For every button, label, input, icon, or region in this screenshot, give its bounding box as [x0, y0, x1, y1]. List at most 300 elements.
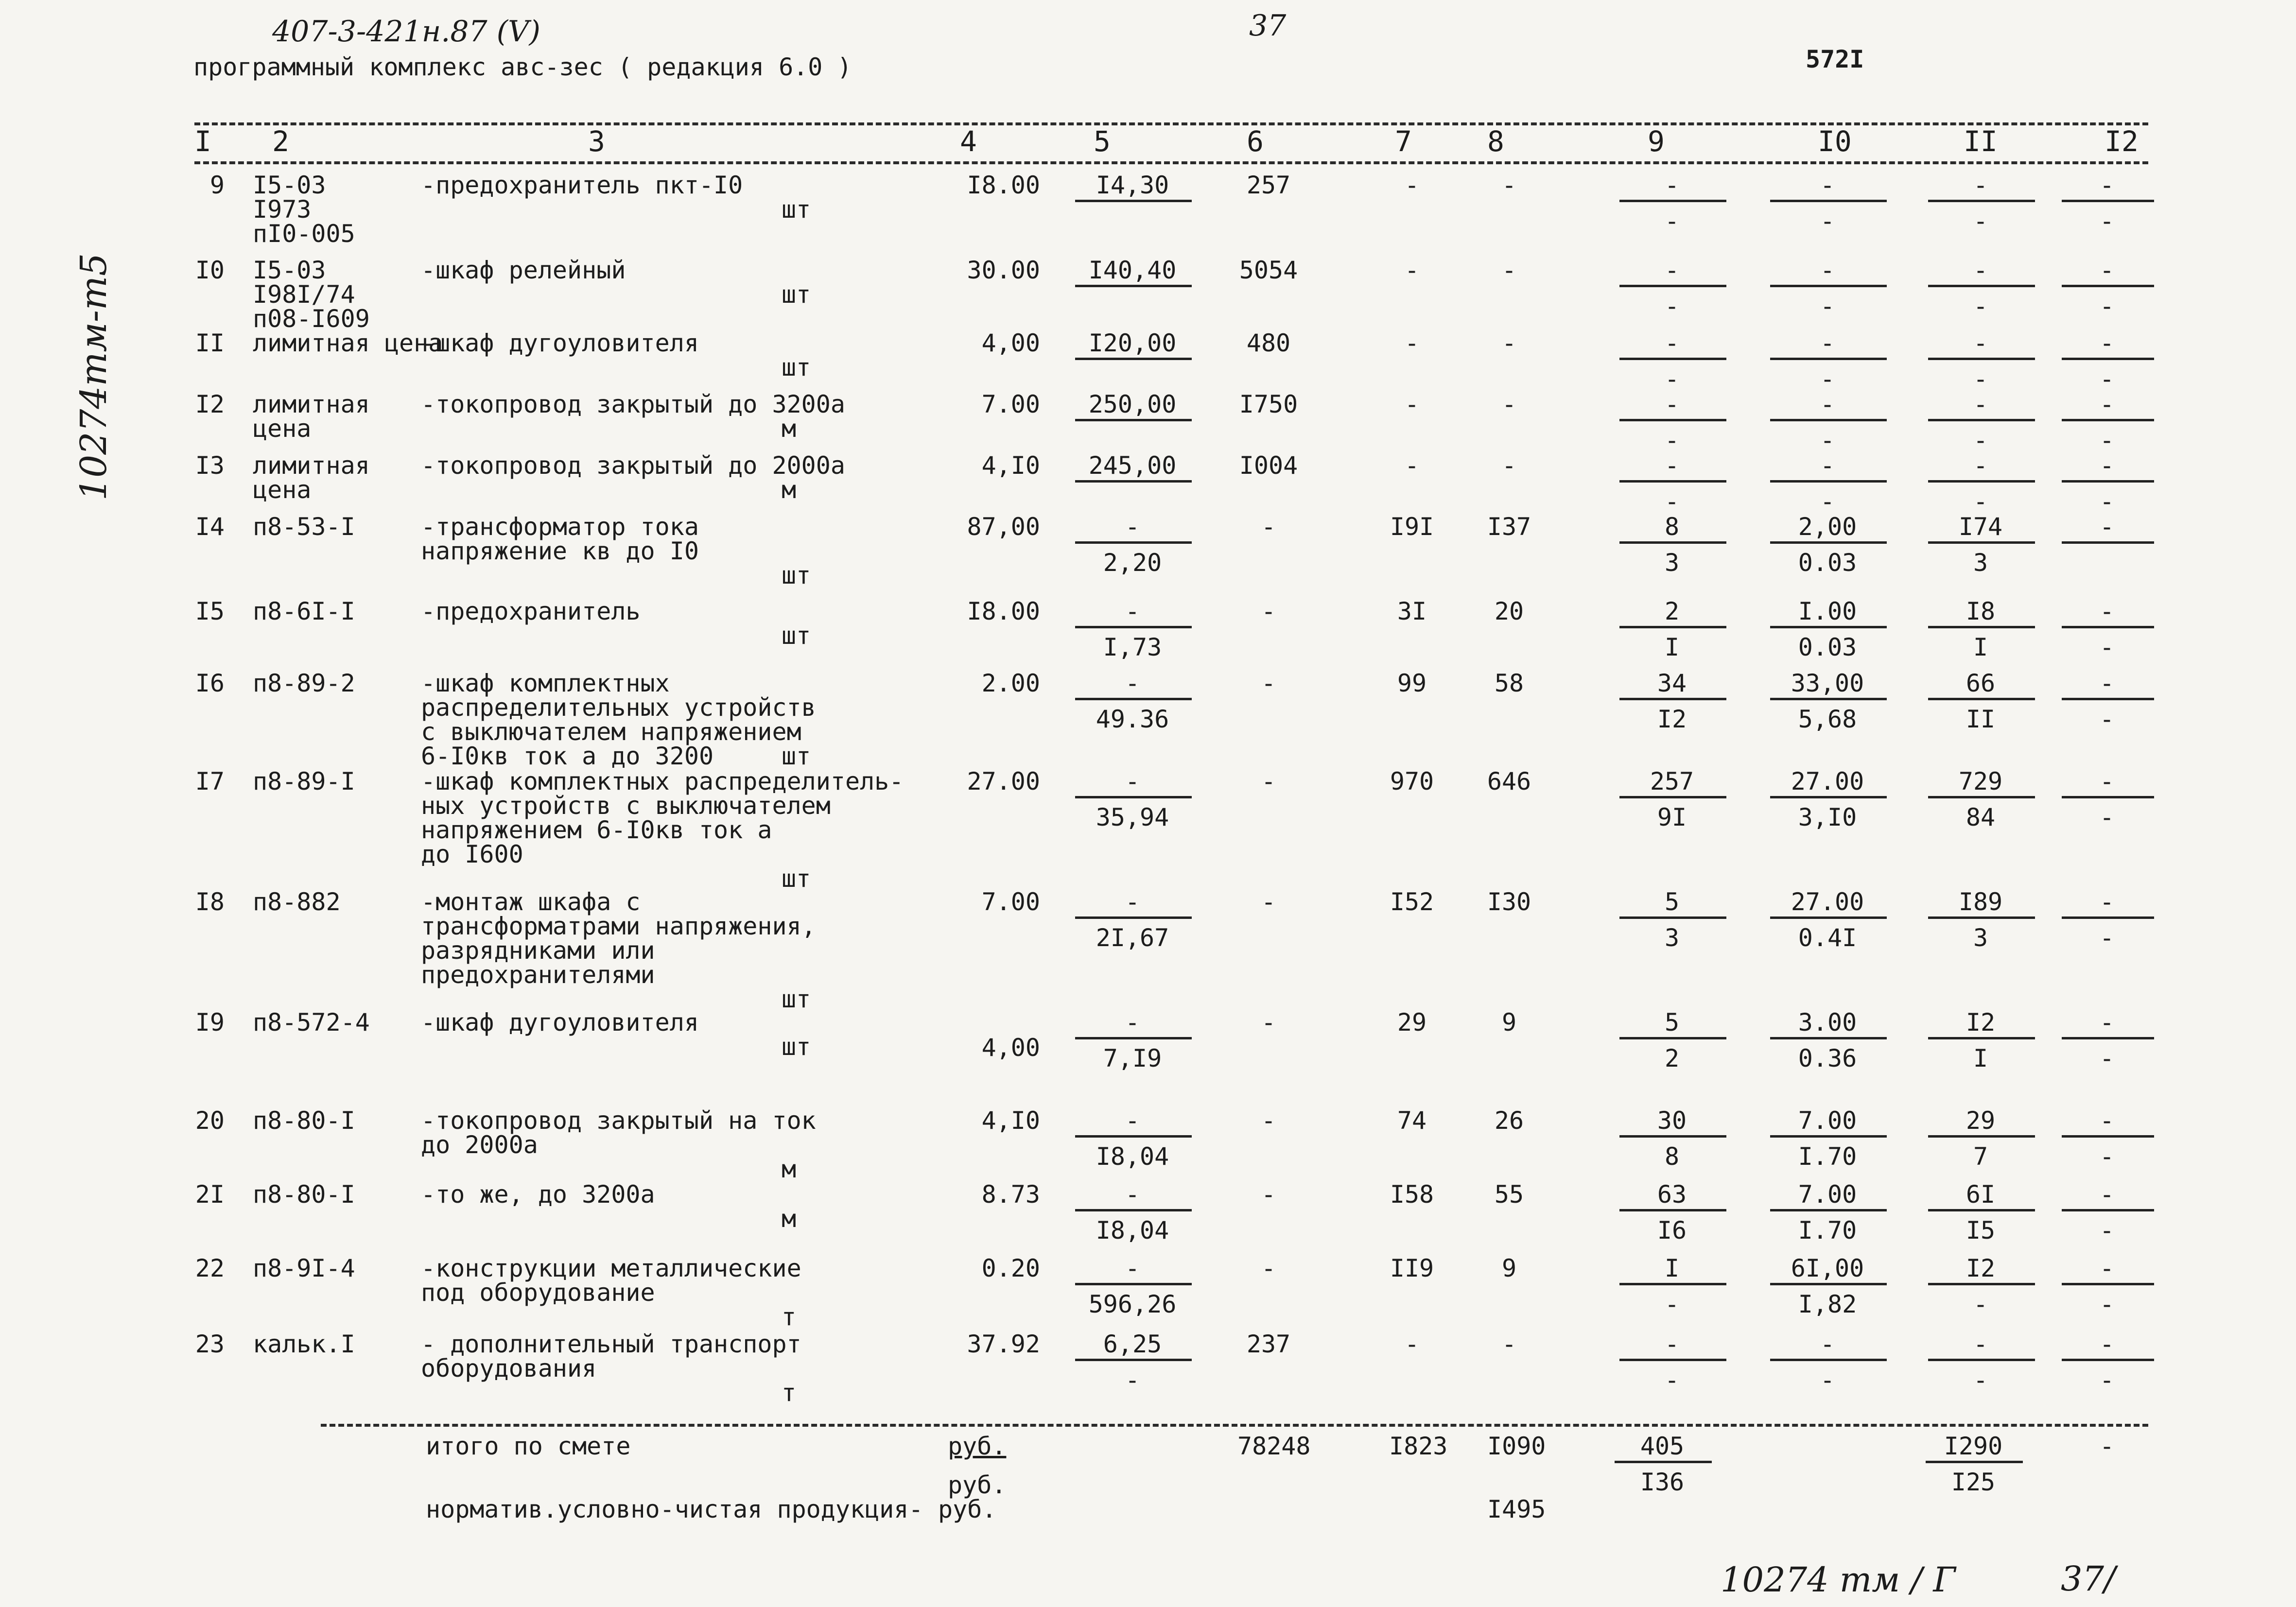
- row-col7: I58: [1390, 1180, 1434, 1209]
- row-unit: шт: [782, 864, 811, 893]
- document-code: 407-3-421н.87 (V): [272, 15, 540, 49]
- column-number-12: I2: [2105, 125, 2139, 158]
- row-col8: -: [1501, 171, 1517, 199]
- row-col9-top: 2: [1664, 597, 1680, 625]
- row-col11-top: I2: [1966, 1254, 1996, 1282]
- row-price-top: -: [1125, 1008, 1140, 1037]
- row-col8: 646: [1487, 767, 1531, 795]
- column-number-1: I: [194, 125, 211, 158]
- row-col7: -: [1404, 329, 1420, 357]
- row-name: -конструкции металлические: [421, 1254, 801, 1282]
- row-col9-top: -: [1664, 451, 1680, 480]
- row-price-bottom: -: [1125, 1366, 1140, 1394]
- totals-col9-rule: [1615, 1461, 1712, 1463]
- column-number-10: I0: [1818, 125, 1852, 158]
- totals-label: итого по смете: [426, 1432, 631, 1460]
- row-col9-top: 34: [1657, 669, 1687, 697]
- row-col9-bottom: 2: [1664, 1044, 1680, 1072]
- row-col9-top: -: [1664, 1330, 1680, 1358]
- row-col6: -: [1261, 513, 1276, 541]
- row-price-top: -: [1125, 669, 1140, 697]
- row-name: ных устройств с выключателем: [421, 792, 831, 820]
- row-code: I973: [253, 195, 312, 224]
- row-col10-bottom: -: [1820, 1366, 1835, 1394]
- row-col10-top: -: [1820, 256, 1835, 284]
- row-col11-rule: [1928, 1037, 2035, 1039]
- row-name: -предохранитель: [421, 597, 641, 625]
- row-col11-top: 6I: [1966, 1180, 1996, 1209]
- row-price-bottom: 596,26: [1088, 1290, 1177, 1318]
- row-col9-bottom: -: [1664, 365, 1680, 393]
- row-col9-bottom: 3: [1664, 924, 1680, 952]
- row-unit: м: [782, 415, 797, 443]
- row-number: I2: [195, 390, 225, 418]
- row-name: напряжение кв до I0: [421, 537, 699, 565]
- row-unit: т: [782, 1379, 797, 1407]
- totals-col11-rule: [1926, 1461, 2023, 1463]
- row-col12-bottom: -: [2099, 487, 2115, 516]
- row-name: разрядниками или: [421, 936, 655, 965]
- row-col12-rule: [2062, 480, 2154, 483]
- row-col11-bottom: I: [1973, 1044, 1988, 1072]
- row-col11-bottom: I: [1973, 633, 1988, 661]
- row-col11-bottom: I5: [1966, 1216, 1996, 1244]
- row-col6: 480: [1246, 329, 1291, 357]
- column-number-3: 3: [588, 125, 605, 158]
- row-number: II: [195, 329, 225, 357]
- row-col12-bottom: -: [2099, 292, 2115, 320]
- norm-col8: I495: [1487, 1495, 1546, 1523]
- row-col10-bottom: 0.03: [1798, 633, 1857, 661]
- row-col11-rule: [1928, 626, 2035, 628]
- row-col11-rule: [1928, 796, 2035, 798]
- row-col7: 74: [1397, 1106, 1427, 1135]
- row-price-rule: [1075, 200, 1192, 202]
- row-col6: I750: [1239, 390, 1298, 418]
- row-code: лимитная: [253, 390, 370, 418]
- row-col10-top: 33,00: [1791, 669, 1864, 697]
- row-col12-bottom: -: [2099, 365, 2115, 393]
- row-col12-top: -: [2099, 1106, 2115, 1135]
- row-col9-rule: [1619, 698, 1726, 700]
- row-col7: -: [1404, 171, 1420, 199]
- row-price-top: -: [1125, 1180, 1140, 1209]
- row-col11-rule: [1928, 698, 2035, 700]
- row-qty: 7.00: [981, 390, 1040, 418]
- row-col12-top: -: [2099, 171, 2115, 199]
- row-name: -шкаф дугоуловителя: [421, 1008, 699, 1037]
- row-col10-top: 3.00: [1798, 1008, 1857, 1037]
- row-col12-top: -: [2099, 390, 2115, 418]
- side-archive-code: 10274тм-т5: [73, 253, 115, 501]
- row-col11-rule: [1928, 1359, 2035, 1361]
- row-col9-rule: [1619, 358, 1726, 360]
- row-col10-rule: [1770, 698, 1887, 700]
- row-col9-top: -: [1664, 171, 1680, 199]
- column-number-8: 8: [1487, 125, 1504, 158]
- row-price-top: I20,00: [1088, 329, 1177, 357]
- row-unit: т: [782, 1303, 797, 1331]
- row-price-bottom: 2I,67: [1096, 924, 1169, 952]
- row-col9-rule: [1619, 796, 1726, 798]
- row-price-bottom: 7,I9: [1103, 1044, 1162, 1072]
- row-col10-bottom: -: [1820, 487, 1835, 516]
- row-price-top: 245,00: [1088, 451, 1177, 480]
- row-price-top: -: [1125, 513, 1140, 541]
- row-unit: шт: [782, 195, 811, 224]
- row-price-top: -: [1125, 1106, 1140, 1135]
- row-col10-top: -: [1820, 329, 1835, 357]
- row-price-bottom: 2,20: [1103, 549, 1162, 577]
- row-col10-rule: [1770, 626, 1887, 628]
- row-price-top: I4,30: [1096, 171, 1169, 199]
- row-col10-rule: [1770, 1037, 1887, 1039]
- row-price-rule: [1075, 480, 1192, 483]
- row-col12-bottom: -: [2099, 1366, 2115, 1394]
- row-code: цена: [253, 415, 312, 443]
- row-col6: 257: [1246, 171, 1291, 199]
- row-price-rule: [1075, 1037, 1192, 1039]
- row-number: 2I: [195, 1180, 225, 1209]
- row-col12-bottom: -: [2099, 426, 2115, 454]
- row-col8: 26: [1494, 1106, 1524, 1135]
- row-col12-top: -: [2099, 1254, 2115, 1282]
- row-price-rule: [1075, 358, 1192, 360]
- row-col6: 237: [1246, 1330, 1291, 1358]
- row-col10-bottom: -: [1820, 207, 1835, 235]
- row-col9-top: -: [1664, 256, 1680, 284]
- row-qty: 37.92: [967, 1330, 1040, 1358]
- row-col9-bottom: -: [1664, 207, 1680, 235]
- row-unit: м: [782, 1205, 797, 1233]
- row-col11-rule: [1928, 916, 2035, 919]
- row-col9-top: 8: [1664, 513, 1680, 541]
- row-col10-bottom: I.70: [1798, 1216, 1857, 1244]
- row-qty: 7.00: [981, 888, 1040, 916]
- row-col6: -: [1261, 1180, 1276, 1209]
- row-col11-rule: [1928, 285, 2035, 287]
- totals-separator: [321, 1424, 2148, 1427]
- row-qty: I8.00: [967, 597, 1040, 625]
- row-name: распределительных устройств: [421, 693, 816, 722]
- row-col11-bottom: -: [1973, 426, 1988, 454]
- column-number-6: 6: [1247, 125, 1264, 158]
- norm-label: норматив.условно-чистая продукция-: [426, 1495, 923, 1523]
- row-qty: 30.00: [967, 256, 1040, 284]
- row-col10-top: -: [1820, 1330, 1835, 1358]
- row-col6: -: [1261, 1254, 1276, 1282]
- row-col11-top: -: [1973, 256, 1988, 284]
- row-col11-bottom: 3: [1973, 549, 1988, 577]
- totals-col9-top: 405: [1640, 1432, 1685, 1460]
- row-price-rule: [1075, 916, 1192, 919]
- row-col11-bottom: -: [1973, 1290, 1988, 1318]
- row-col10-rule: [1770, 1209, 1887, 1211]
- row-number: I6: [195, 669, 225, 697]
- row-col10-top: 7.00: [1798, 1180, 1857, 1209]
- row-name: с выключателем напряжением: [421, 718, 801, 746]
- row-price-top: -: [1125, 767, 1140, 795]
- row-col11-top: 729: [1958, 767, 2003, 795]
- program-title: программный комплекс авс-зес ( редакция 6.0 ): [193, 53, 852, 81]
- row-price-rule: [1075, 541, 1192, 544]
- row-name: -шкаф комплектных: [421, 669, 670, 697]
- row-col7: -: [1404, 451, 1420, 480]
- row-col12-top: -: [2099, 451, 2115, 480]
- row-col11-rule: [1928, 1209, 2035, 1211]
- row-col9-rule: [1619, 541, 1726, 544]
- row-number: I0: [195, 256, 225, 284]
- row-number: 9: [209, 171, 225, 199]
- row-col9-rule: [1619, 1283, 1726, 1285]
- row-col9-rule: [1619, 916, 1726, 919]
- row-col9-bottom: -: [1664, 487, 1680, 516]
- row-name: -токопровод закрытый до 3200а: [421, 390, 845, 418]
- row-col9-top: 5: [1664, 888, 1680, 916]
- row-col12-top: -: [2099, 888, 2115, 916]
- row-col10-bottom: I,82: [1798, 1290, 1857, 1318]
- row-col7: 29: [1397, 1008, 1427, 1037]
- totals-col11-top: I290: [1944, 1432, 2003, 1460]
- row-col11-bottom: 84: [1966, 803, 1996, 831]
- column-number-4: 4: [960, 125, 977, 158]
- row-col10-bottom: -: [1820, 365, 1835, 393]
- row-qty: 4,I0: [981, 1106, 1040, 1135]
- row-price-rule: [1075, 285, 1192, 287]
- row-col6: -: [1261, 669, 1276, 697]
- row-col12-rule: [2062, 916, 2154, 919]
- row-col12-top: -: [2099, 597, 2115, 625]
- row-col10-top: 27.00: [1791, 888, 1864, 916]
- row-col12-rule: [2062, 1359, 2154, 1361]
- row-col10-rule: [1770, 1359, 1887, 1361]
- row-col6: -: [1261, 1106, 1276, 1135]
- row-code: п8-882: [253, 888, 341, 916]
- row-col8: -: [1501, 329, 1517, 357]
- row-col11-rule: [1928, 480, 2035, 483]
- row-col12-bottom: -: [2099, 1290, 2115, 1318]
- row-unit: шт: [782, 742, 811, 770]
- row-col8: 20: [1494, 597, 1524, 625]
- row-name: -монтаж шкафа с: [421, 888, 641, 916]
- row-col9-top: 5: [1664, 1008, 1680, 1037]
- row-col10-rule: [1770, 200, 1887, 202]
- row-code: п8-9I-4: [253, 1254, 355, 1282]
- row-name: до I600: [421, 840, 523, 868]
- row-col12-rule: [2062, 200, 2154, 202]
- row-col11-rule: [1928, 541, 2035, 544]
- row-col8: I37: [1487, 513, 1531, 541]
- row-code: п08-I609: [253, 305, 370, 333]
- row-col9-bottom: 8: [1664, 1142, 1680, 1171]
- row-col8: 9: [1501, 1008, 1517, 1037]
- row-price-bottom: I8,04: [1096, 1216, 1169, 1244]
- row-code: п8-6I-I: [253, 597, 355, 625]
- totals-unit: руб.: [948, 1432, 1007, 1460]
- row-col11-bottom: II: [1966, 705, 1996, 733]
- row-col12-top: -: [2099, 256, 2115, 284]
- row-price-bottom: 35,94: [1096, 803, 1169, 831]
- row-col9-bottom: 3: [1664, 549, 1680, 577]
- row-unit: шт: [782, 622, 811, 650]
- row-col7: 99: [1397, 669, 1427, 697]
- row-col12-bottom: -: [2099, 633, 2115, 661]
- sheet-number: 572I: [1806, 45, 1864, 73]
- row-col9-rule: [1619, 1359, 1726, 1361]
- row-col7: -: [1404, 256, 1420, 284]
- row-col8: 55: [1494, 1180, 1524, 1209]
- column-number-7: 7: [1395, 125, 1412, 158]
- row-col9-rule: [1619, 1209, 1726, 1211]
- row-code: п8-53-I: [253, 513, 355, 541]
- row-col10-top: I.00: [1798, 597, 1857, 625]
- row-number: I4: [195, 513, 225, 541]
- row-col10-top: 2,00: [1798, 513, 1857, 541]
- row-col11-top: -: [1973, 390, 1988, 418]
- row-col9-rule: [1619, 200, 1726, 202]
- row-col11-bottom: -: [1973, 207, 1988, 235]
- row-unit: м: [782, 476, 797, 504]
- row-col12-bottom: -: [2099, 1142, 2115, 1171]
- row-col11-top: 66: [1966, 669, 1996, 697]
- row-name: предохранителями: [421, 961, 655, 989]
- row-col12-top: -: [2099, 513, 2115, 541]
- row-number: 22: [195, 1254, 225, 1282]
- row-price-bottom: I,73: [1103, 633, 1162, 661]
- row-col11-rule: [1928, 1135, 2035, 1138]
- row-col6: -: [1261, 888, 1276, 916]
- row-qty: 4,00: [981, 1034, 1040, 1062]
- totals-unit-second: руб.: [948, 1471, 1007, 1499]
- row-col8: 58: [1494, 669, 1524, 697]
- row-col7: II9: [1390, 1254, 1434, 1282]
- row-col12-bottom: -: [2099, 803, 2115, 831]
- row-code: п8-80-I: [253, 1180, 355, 1209]
- row-name: 6-I0кв ток а до 3200: [421, 742, 714, 770]
- row-col6: -: [1261, 767, 1276, 795]
- row-col11-bottom: 7: [1973, 1142, 1988, 1171]
- column-number-5: 5: [1094, 125, 1111, 158]
- row-col9-bottom: -: [1664, 426, 1680, 454]
- row-col12-top: -: [2099, 669, 2115, 697]
- row-unit: шт: [782, 561, 811, 589]
- row-number: I3: [195, 451, 225, 480]
- row-col7: -: [1404, 390, 1420, 418]
- row-col8: 9: [1501, 1254, 1517, 1282]
- row-col12-bottom: -: [2099, 1044, 2115, 1072]
- row-col12-top: -: [2099, 1008, 2115, 1037]
- row-unit: шт: [782, 1033, 811, 1061]
- row-col9-bottom: I6: [1657, 1216, 1687, 1244]
- row-col12-rule: [2062, 358, 2154, 360]
- row-col10-rule: [1770, 916, 1887, 919]
- row-col10-bottom: 0.03: [1798, 549, 1857, 577]
- row-qty: 87,00: [967, 513, 1040, 541]
- row-col12-bottom: -: [2099, 705, 2115, 733]
- row-col9-rule: [1619, 1135, 1726, 1138]
- row-price-rule: [1075, 1135, 1192, 1138]
- row-code: п8-572-4: [253, 1008, 370, 1037]
- row-col10-rule: [1770, 358, 1887, 360]
- row-name: -трансформатор тока: [421, 513, 699, 541]
- row-col9-rule: [1619, 626, 1726, 628]
- row-price-rule: [1075, 698, 1192, 700]
- row-col10-rule: [1770, 1135, 1887, 1138]
- row-name: оборудования: [421, 1354, 597, 1382]
- row-col11-bottom: -: [1973, 292, 1988, 320]
- row-col10-top: 27.00: [1791, 767, 1864, 795]
- row-col11-bottom: -: [1973, 365, 1988, 393]
- row-price-top: -: [1125, 597, 1140, 625]
- row-col11-rule: [1928, 419, 2035, 421]
- header-rule-top: [194, 122, 2148, 125]
- row-number: I5: [195, 597, 225, 625]
- row-price-top: I40,40: [1088, 256, 1177, 284]
- row-col11-bottom: -: [1973, 487, 1988, 516]
- row-col12-rule: [2062, 419, 2154, 421]
- row-col12-bottom: -: [2099, 1216, 2115, 1244]
- row-qty: 27.00: [967, 767, 1040, 795]
- row-qty: 0.20: [981, 1254, 1040, 1282]
- row-col9-top: 63: [1657, 1180, 1687, 1209]
- column-number-2: 2: [272, 125, 289, 158]
- row-col11-top: I74: [1958, 513, 2003, 541]
- row-price-rule: [1075, 1359, 1192, 1361]
- row-name: под оборудование: [421, 1279, 655, 1307]
- row-qty: 4,I0: [981, 451, 1040, 480]
- row-unit: шт: [782, 985, 811, 1013]
- row-col10-bottom: 5,68: [1798, 705, 1857, 733]
- row-number: I7: [195, 767, 225, 795]
- row-col11-top: -: [1973, 329, 1988, 357]
- row-name: -шкаф релейный: [421, 256, 626, 284]
- row-col9-bottom: -: [1664, 1366, 1680, 1394]
- row-col9-bottom: I2: [1657, 705, 1687, 733]
- row-col12-rule: [2062, 541, 2154, 544]
- row-col7: -: [1404, 1330, 1420, 1358]
- row-col10-bottom: -: [1820, 292, 1835, 320]
- row-number: I9: [195, 1008, 225, 1037]
- row-col12-bottom: -: [2099, 924, 2115, 952]
- row-col6: -: [1261, 597, 1276, 625]
- totals-col9-bottom: I36: [1640, 1468, 1685, 1496]
- row-qty: 2.00: [981, 669, 1040, 697]
- row-price-rule: [1075, 419, 1192, 421]
- row-name: -шкаф комплектных распределитель-: [421, 767, 904, 795]
- row-col10-rule: [1770, 419, 1887, 421]
- row-code: I5-03: [253, 256, 326, 284]
- row-col12-bottom: -: [2099, 207, 2115, 235]
- row-col9-top: -: [1664, 329, 1680, 357]
- row-col11-top: -: [1973, 451, 1988, 480]
- row-col10-rule: [1770, 541, 1887, 544]
- row-col6: I004: [1239, 451, 1298, 480]
- totals-col12: -: [2100, 1432, 2115, 1460]
- row-col11-top: -: [1973, 1330, 1988, 1358]
- row-col11-top: I8: [1966, 597, 1996, 625]
- row-col9-rule: [1619, 1037, 1726, 1039]
- row-col10-bottom: I.70: [1798, 1142, 1857, 1171]
- row-code: кальк.I: [253, 1330, 355, 1358]
- row-col10-top: -: [1820, 451, 1835, 480]
- header-rule-bottom: [194, 161, 2148, 164]
- row-col12-rule: [2062, 796, 2154, 798]
- row-col11-rule: [1928, 200, 2035, 202]
- row-col12-top: -: [2099, 1330, 2115, 1358]
- row-qty: 4,00: [981, 329, 1040, 357]
- row-col9-bottom: 9I: [1657, 803, 1687, 831]
- row-col12-rule: [2062, 1209, 2154, 1211]
